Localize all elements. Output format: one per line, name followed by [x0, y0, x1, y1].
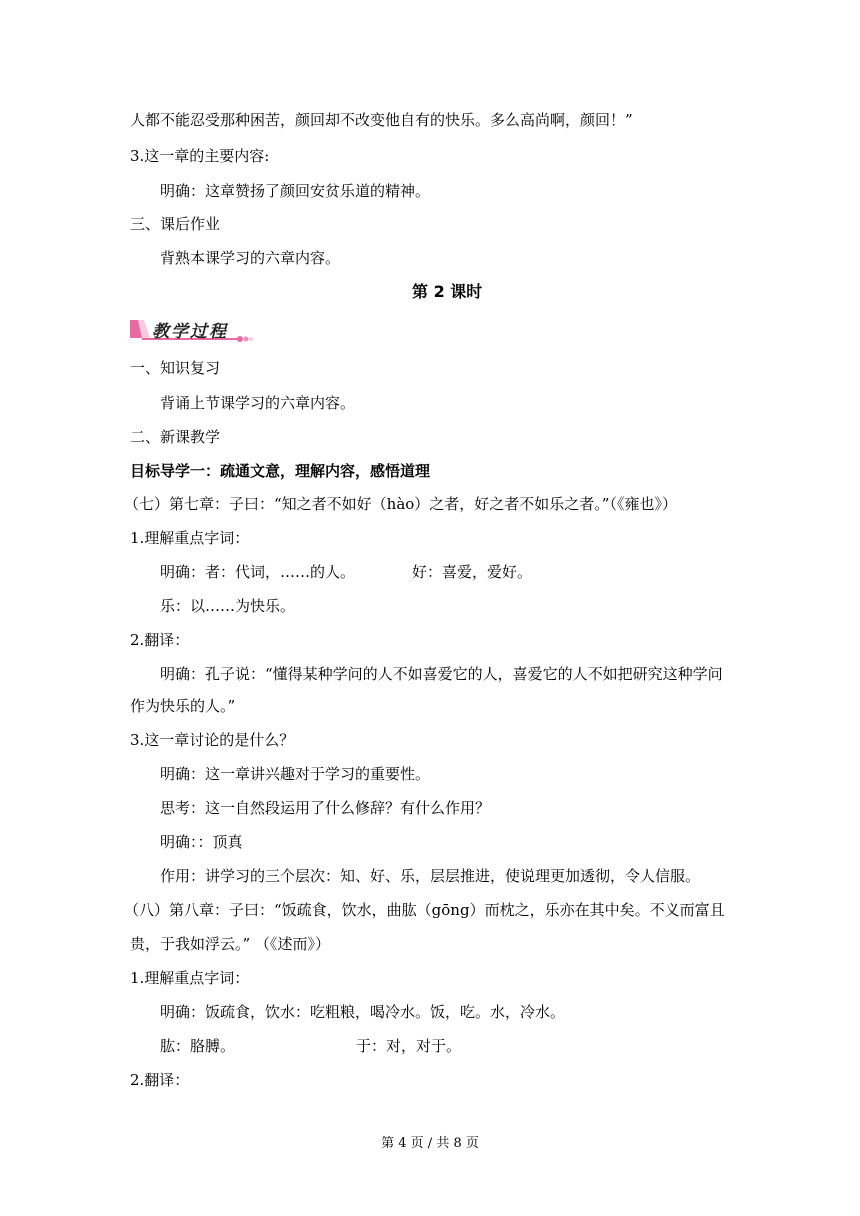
text-line: 好：喜爱，爱好。 — [412, 563, 533, 581]
text-line: 于：对，对于。 — [356, 1037, 462, 1055]
text-line: 明确：者：代词，……的人。 — [160, 563, 356, 581]
text-line: 2.翻译： — [130, 631, 190, 649]
text-line: 背诵上节课学习的六章内容。 — [160, 394, 356, 412]
text-line: 1.理解重点字词： — [130, 529, 250, 547]
text-line: 2.翻译： — [130, 1071, 190, 1089]
text-line: 人都不能忍受那种困苦，颜回却不改变他自有的快乐。多么高尚啊，颜回！” — [130, 111, 633, 129]
text-line: 作为快乐的人。” — [130, 697, 236, 715]
text-line: （七）第七章：子曰：“知之者不如好（hào）之者，好之者不如乐之者。”（《雍也》） — [124, 495, 677, 513]
section-heading: 二、新课教学 — [130, 428, 221, 446]
text-line: 明确：饭疏食，饮水：吃粗粮，喝冷水。饭，吃。水，冷水。 — [160, 1003, 566, 1021]
text-line: 背熟本课学习的六章内容。 — [160, 249, 341, 267]
text-line: 明确：这一章讲兴趣对于学习的重要性。 — [160, 765, 431, 783]
text-line: 明确：：顶真 — [160, 833, 243, 851]
section-heading: 三、课后作业 — [130, 215, 221, 233]
section-heading: 一、知识复习 — [130, 359, 221, 377]
teaching-process-banner — [130, 316, 254, 344]
objective-heading: 目标导学一：疏通文意，理解内容，感悟道理 — [130, 462, 431, 480]
text-line: 思考：这一自然段运用了什么修辞？有什么作用？ — [160, 799, 491, 817]
text-line: 1.理解重点字词： — [130, 969, 250, 987]
text-line: 3.这一章的主要内容: — [130, 147, 270, 165]
text-line: 作用：讲学习的三个层次：知、好、乐，层层推进，使说理更加透彻，令人信服。 — [160, 867, 701, 885]
text-line: 明确：这章赞扬了颜回安贫乐道的精神。 — [160, 182, 431, 200]
text-line: 肱：胳膊。 — [160, 1037, 236, 1055]
page-footer: 第 4 页 / 共 8 页 — [381, 1136, 479, 1151]
text-line: 乐：以……为快乐。 — [160, 597, 296, 615]
text-line: （八）第八章：子曰：“饭疏食，饮水，曲肱（gōng）而枕之，乐亦在其中矣。不义而富且 — [124, 901, 725, 919]
text-line: 3.这一章讨论的是什么？ — [130, 731, 295, 749]
text-line: 明确：孔子说：“懂得某种学问的人不如喜爱它的人，喜爱它的人不如把研究这种学问 — [160, 665, 723, 683]
banner-label: 教学过程 — [152, 322, 228, 342]
text-line: 贵，于我如浮云。” （《述而》） — [130, 935, 330, 953]
lesson-title: 第 2 课时 — [412, 282, 483, 301]
